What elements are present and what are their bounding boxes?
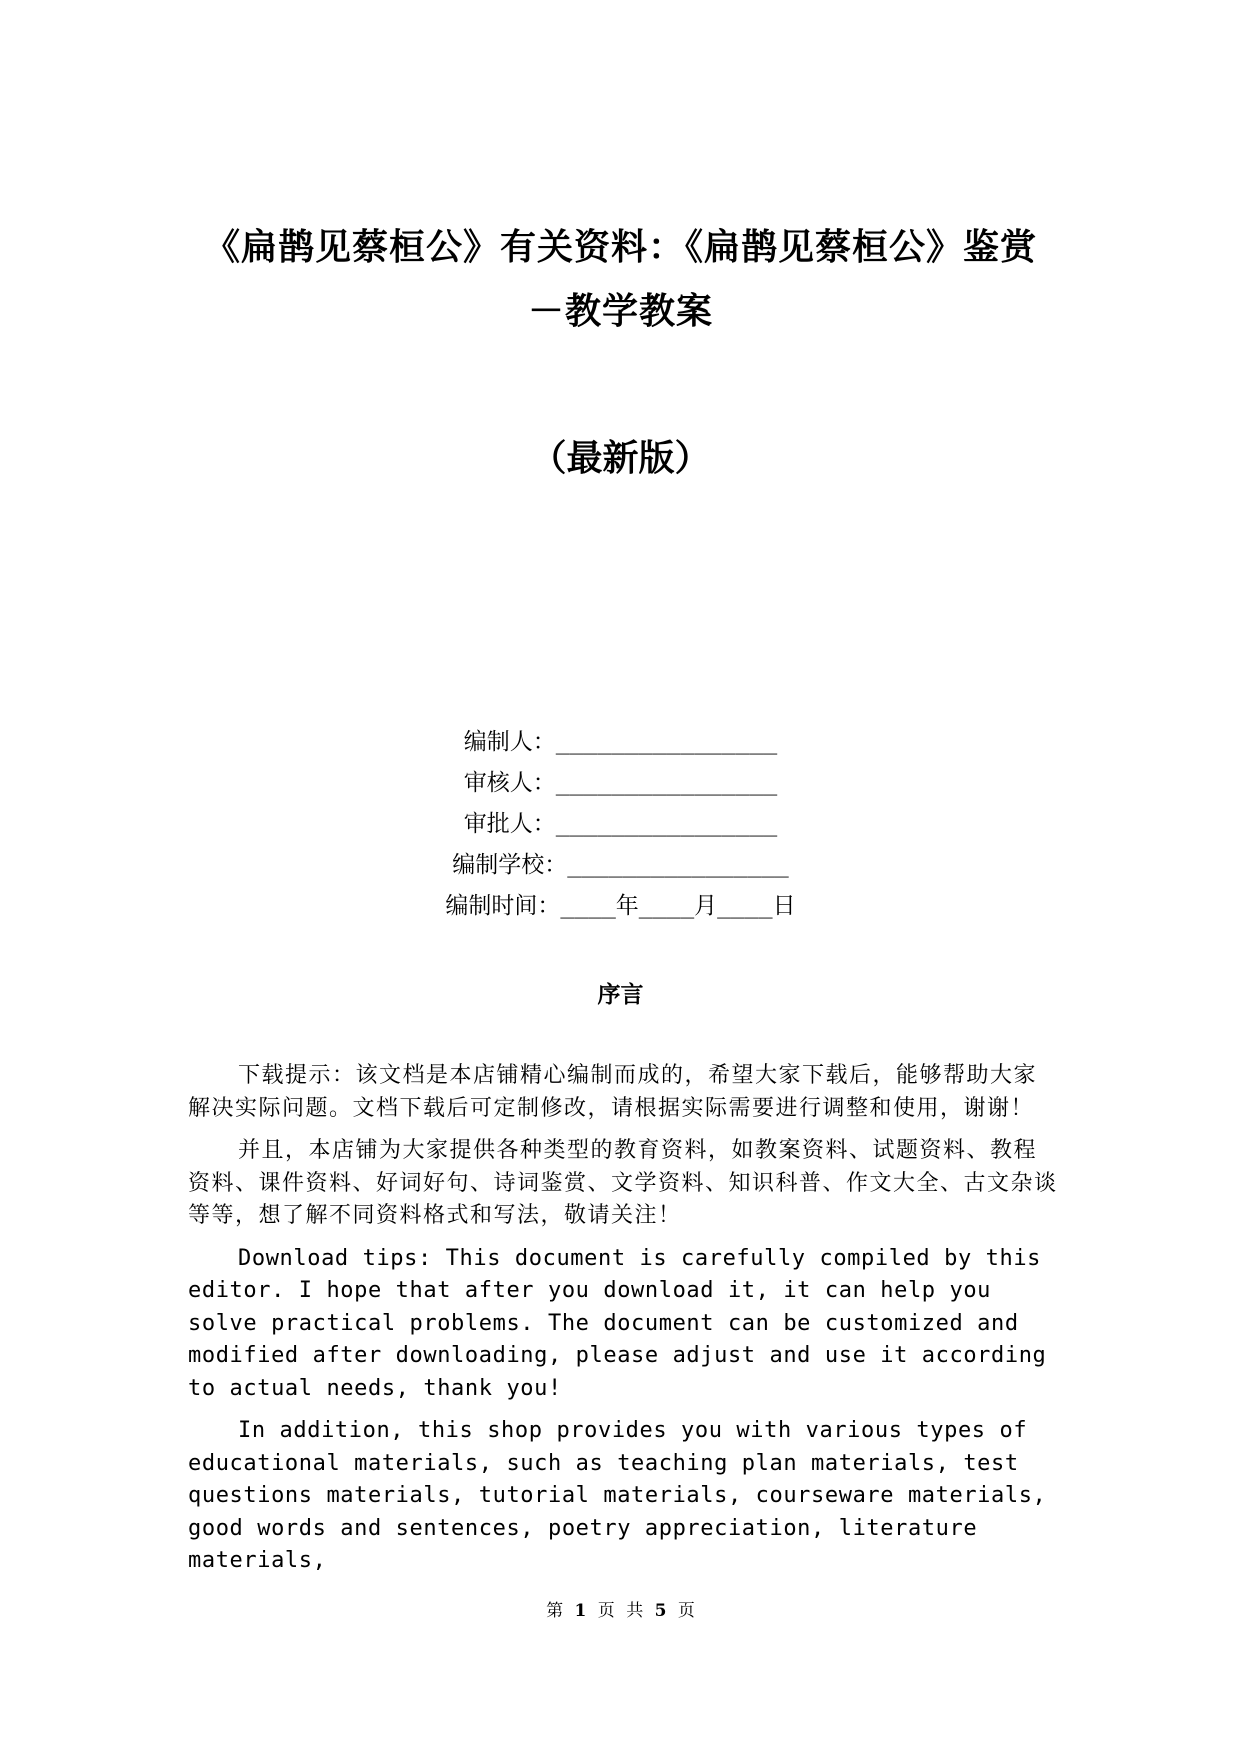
current-page-number: 1 [574, 1601, 587, 1621]
document-title [180, 215, 1061, 343]
info-fields [0, 722, 1241, 927]
field-blank: ________________ [555, 729, 778, 755]
title-line-2: －教学教案 [527, 290, 713, 332]
field-label: 编制人： [463, 729, 556, 755]
field-blank: ________________ [567, 852, 789, 878]
field-label: 审核人： [463, 770, 556, 796]
field-label: 审批人： [463, 811, 556, 837]
title-line-1: 《扁鹊见蔡桓公》有关资料：《扁鹊见蔡桓公》鉴赏 [203, 226, 1037, 268]
field-reviewer [0, 763, 1241, 804]
field-blank: ________________ [555, 770, 778, 796]
paragraph: 下载提示：该文档是本店铺精心编制而成的，希望大家下载后，能够帮助大家解决实际问题。文档下载后可定制修改，请根据实际需要进行调整和使用，谢谢！ [188, 1063, 1038, 1121]
edition-label: （最新版） [530, 437, 711, 479]
paragraph: In addition, this shop provides you with various types of educational materials, such as teaching plan materials, test questions materials, tutorial materials, courseware materials, good words and sentences, poetry appreciation, literature materials, [188, 1418, 1047, 1573]
preface-body [188, 1060, 1058, 1588]
field-blank: ________________ [555, 811, 778, 837]
field-date [0, 886, 1241, 927]
preface-heading: 序言 [597, 981, 644, 1008]
field-school [0, 845, 1241, 886]
field-blank: ____年____月____日 [560, 893, 796, 919]
page-footer [0, 1598, 1241, 1624]
total-pages-number: 5 [654, 1601, 667, 1621]
footer-suffix: 页 [677, 1601, 695, 1621]
field-label: 编制学校： [452, 852, 568, 878]
field-compiler [0, 722, 1241, 763]
field-label: 编制时间： [445, 893, 561, 919]
footer-prefix: 第 [546, 1601, 564, 1621]
paragraph: Download tips: This document is carefully compiled by this editor. I hope that after you download it, it can help you solve practical problems. The document can be customized and modified after downloading, please adjust and use it according to actual needs, thank you! [188, 1245, 1047, 1401]
footer-middle: 页 共 [597, 1601, 644, 1621]
field-approver [0, 804, 1241, 845]
paragraph: 并且，本店铺为大家提供各种类型的教育资料，如教案资料、试题资料、教程资料、课件资料、好词好句、诗词鉴赏、文学资料、知识科普、作文大全、古文杂谈等等，想了解不同资料格式和写法，敬请关注！ [188, 1138, 1058, 1228]
